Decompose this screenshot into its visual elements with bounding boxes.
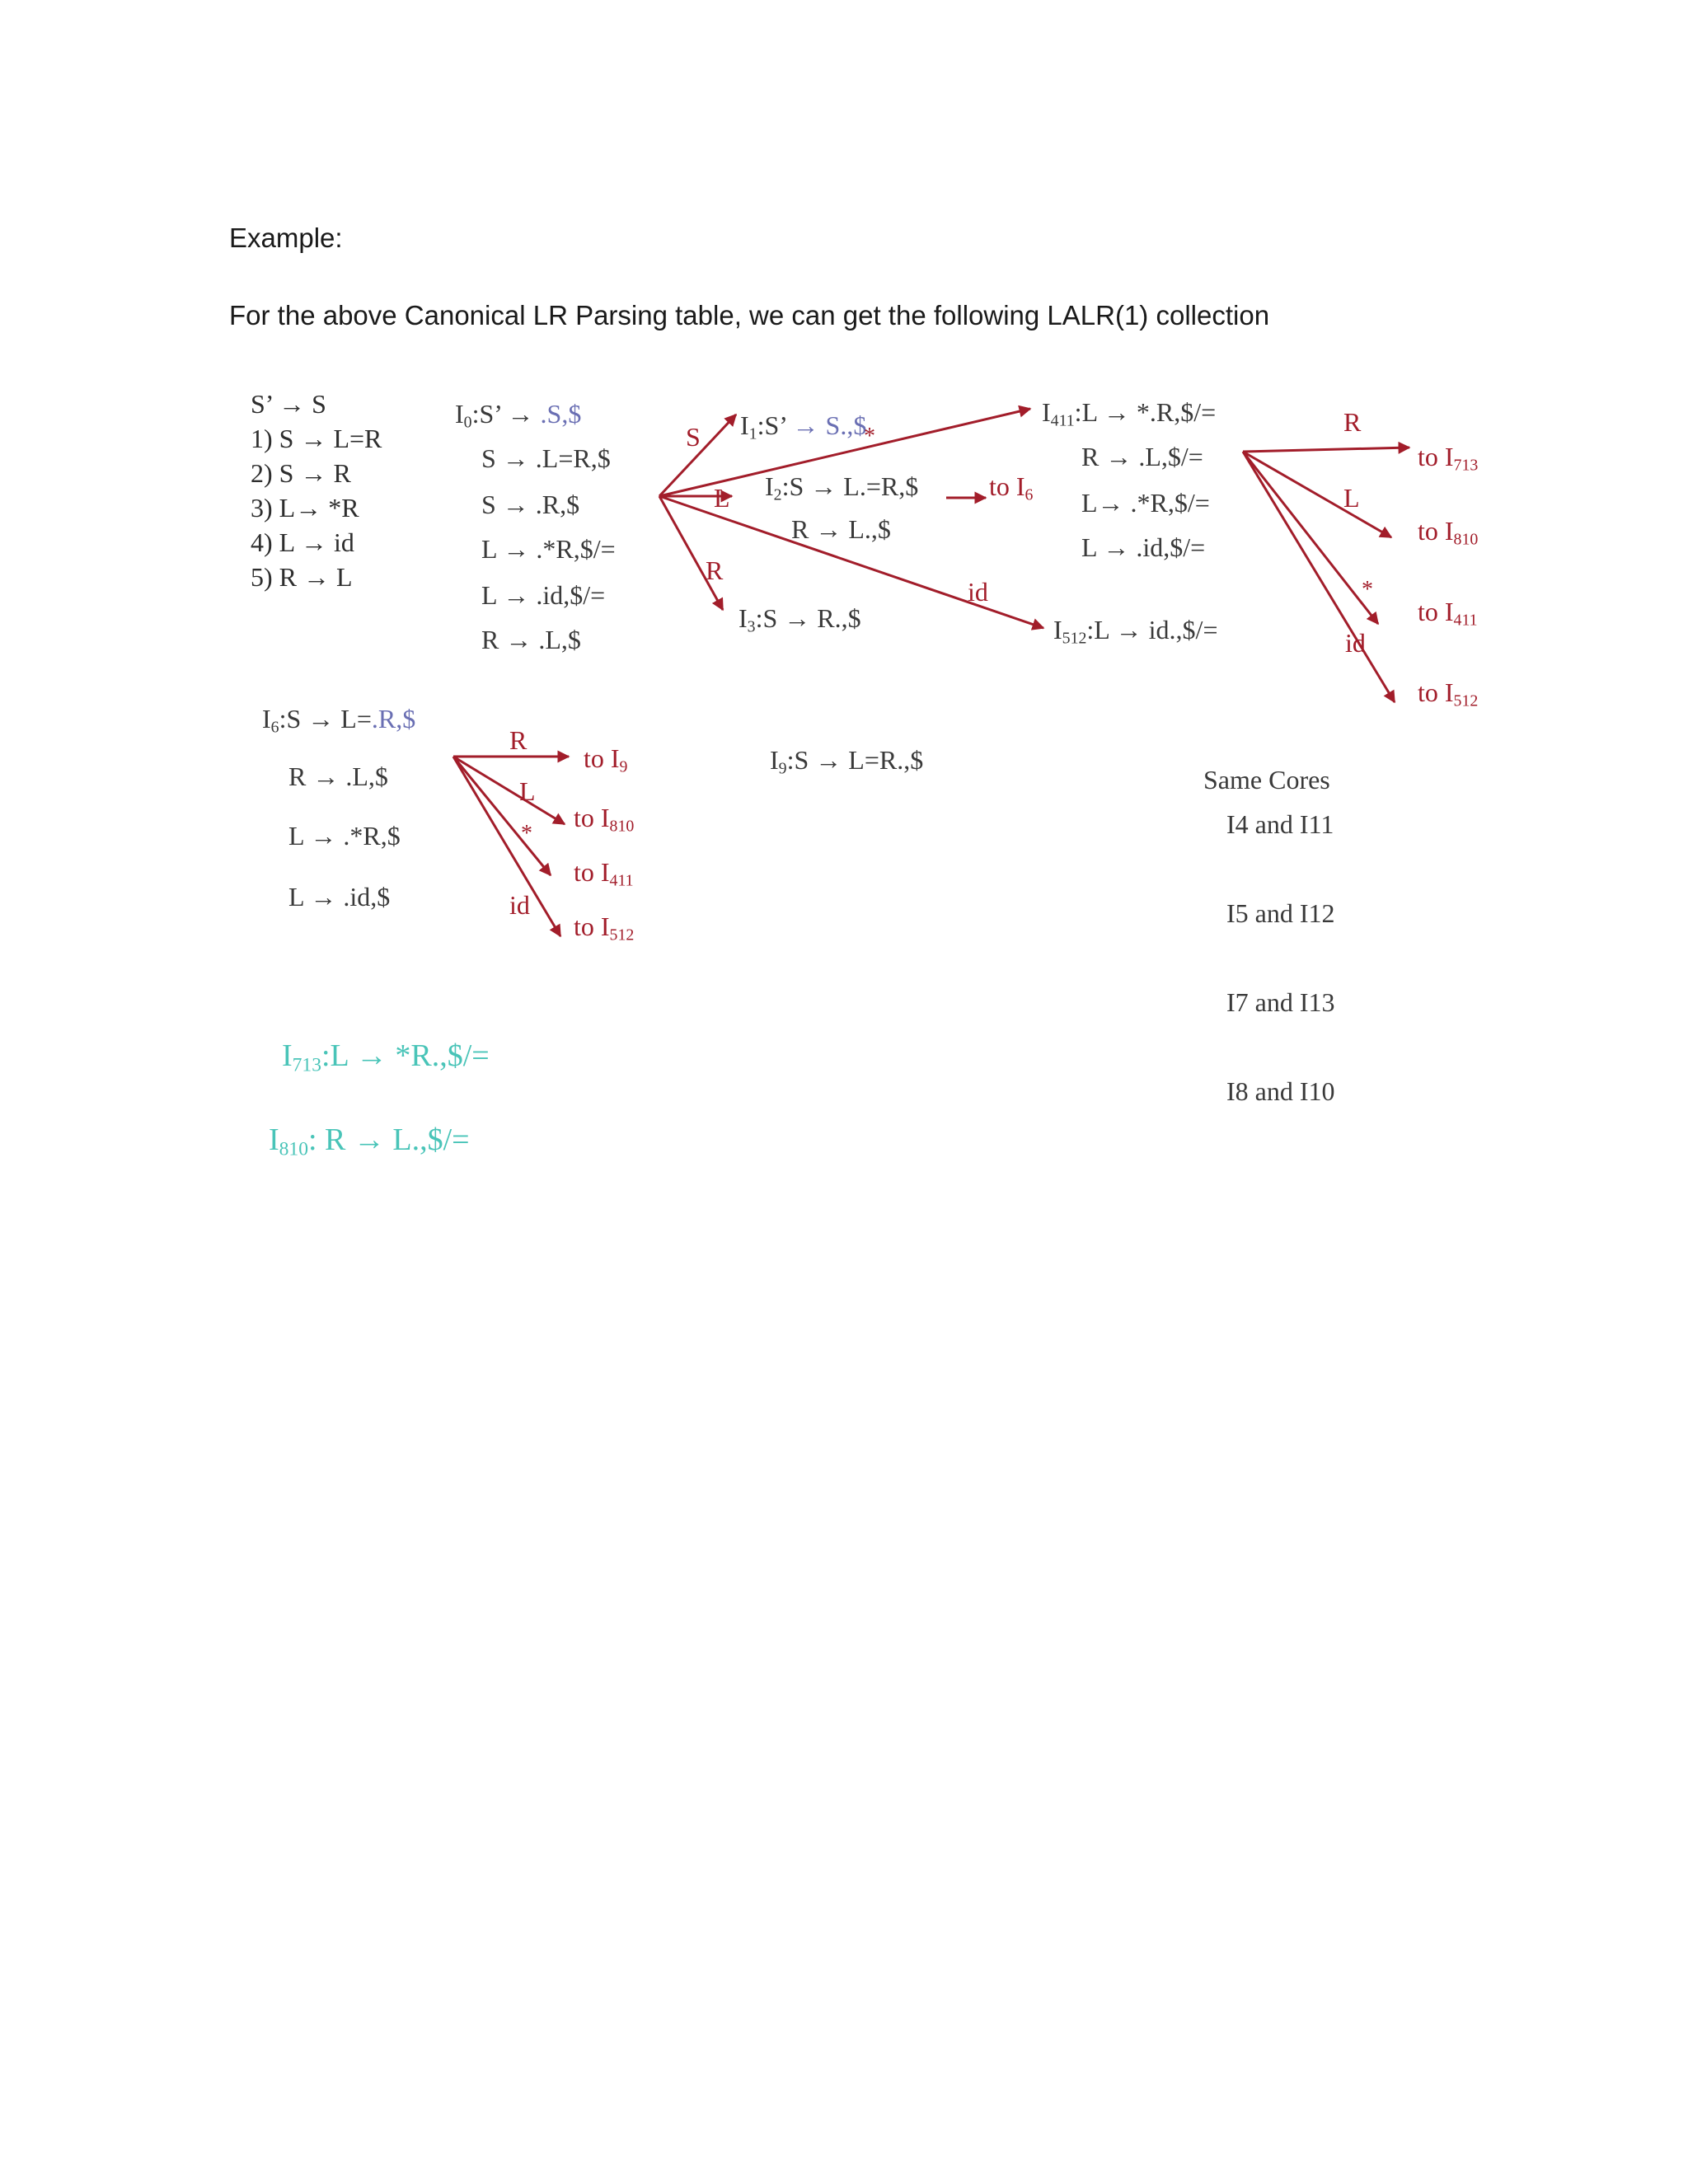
i0-item-0: S → .L=R,$ [481,443,611,473]
i2-line-1: $I_2:S$ → L.=R,$ [765,471,919,504]
i810-line: $I_{810}$: R → L.,$/= [269,1122,470,1160]
i411-item-1: R → .L,$/= [1081,442,1203,471]
same-cores-pair-3: I8 and I10 [1226,1076,1335,1106]
same-cores-title: Same Cores [1203,765,1330,794]
edge-label-R-i6: R [509,725,528,755]
i6-header: $I_6:S$ → L=.R,$ [262,704,416,737]
target-i512: to $I_{512}$ [1418,677,1479,710]
grammar-line-2: 2) S → R [251,458,351,488]
same-cores-pair-1: I5 and I12 [1226,898,1335,928]
edge-i6-i810 [453,757,565,824]
intro-text: For the above Canonical LR Parsing table, we can get the following LALR(1) collection [229,300,1270,330]
i9-line-1: $I_9:S$ → L=R.,$ [770,745,924,778]
target-i9: to $I_9$ [584,743,628,776]
i6-item-0: R → .L,$ [288,762,388,791]
i2-line-2: R → L.,$ [791,514,891,544]
edge-label-star-i6: * [521,821,532,846]
edge-label-star-i0: * [864,424,875,449]
target-i512-from-i6: to $I_{512}$ [574,912,635,944]
grammar-line-0: S’ → S [251,389,326,419]
edge-i6-i411 [453,757,551,875]
edge-label-L-i411: L [1343,483,1360,513]
edge-i411-i411 [1243,452,1378,624]
grammar-line-5: 5) R → L [251,562,353,592]
i0-header: $I_0:S$’ → .S,$ [455,399,582,432]
edge-label-R: R [706,555,724,585]
edge-i6-i512 [453,757,560,936]
grammar-line-1: 1) S → L=R [251,424,382,453]
edge-label-R-i411: R [1343,407,1362,437]
edge-label-L: L [714,483,730,513]
target-i810: to $I_{810}$ [1418,516,1479,549]
target-i411: to $I_{411}$ [1418,597,1478,630]
target-i6: to $I_6$ [989,471,1034,504]
i0-item-3: L → .id,$/= [481,580,606,610]
edge-label-id-i411: id [1345,628,1366,658]
grammar-line-4: 4) L → id [251,527,354,557]
i1-header: $I_1:S$’ → S.,$ [740,410,867,443]
edge-label-L-i6: L [519,776,536,806]
edge-i411-i713 [1243,448,1409,452]
i411-item-2: L→ .*R,$/= [1081,488,1210,518]
i411-header: $I_{411}:L$ → *.R,$/= [1042,397,1217,430]
i6-item-1: L → .*R,$ [288,821,401,851]
edge-label-S: S [686,422,701,452]
edge-label-id-i6: id [509,890,530,920]
edge-label-star-i411: * [1362,577,1373,602]
i0-item-1: S → .R,$ [481,490,580,519]
heading: Example: [229,223,343,253]
grammar-line-3: 3) L→ *R [251,493,359,523]
target-i713: to $I_{713}$ [1418,442,1479,475]
edge-i0-i3 [659,496,723,610]
i6-item-2: L → .id,$ [288,882,391,912]
i411-item-3: L → .id,$/= [1081,532,1206,562]
edge-label-id-i0: id [968,577,988,607]
i3-line-1: $I_3:S$ → R.,$ [738,603,861,636]
edge-i411-i810 [1243,452,1391,537]
target-i810-from-i6: to $I_{810}$ [574,803,635,836]
i512-line-1: $I_{512}:L$ → id.,$/= [1053,615,1218,648]
i713-line: $I_{713}:L$ → *R.,$/= [282,1038,490,1076]
same-cores-pair-2: I7 and I13 [1226,987,1335,1017]
same-cores-pair-0: I4 and I11 [1226,809,1334,839]
target-i411-from-i6: to $I_{411}$ [574,857,634,890]
i0-item-2: L → .*R,$/= [481,534,616,564]
i0-item-4: R → .L,$ [481,625,581,654]
